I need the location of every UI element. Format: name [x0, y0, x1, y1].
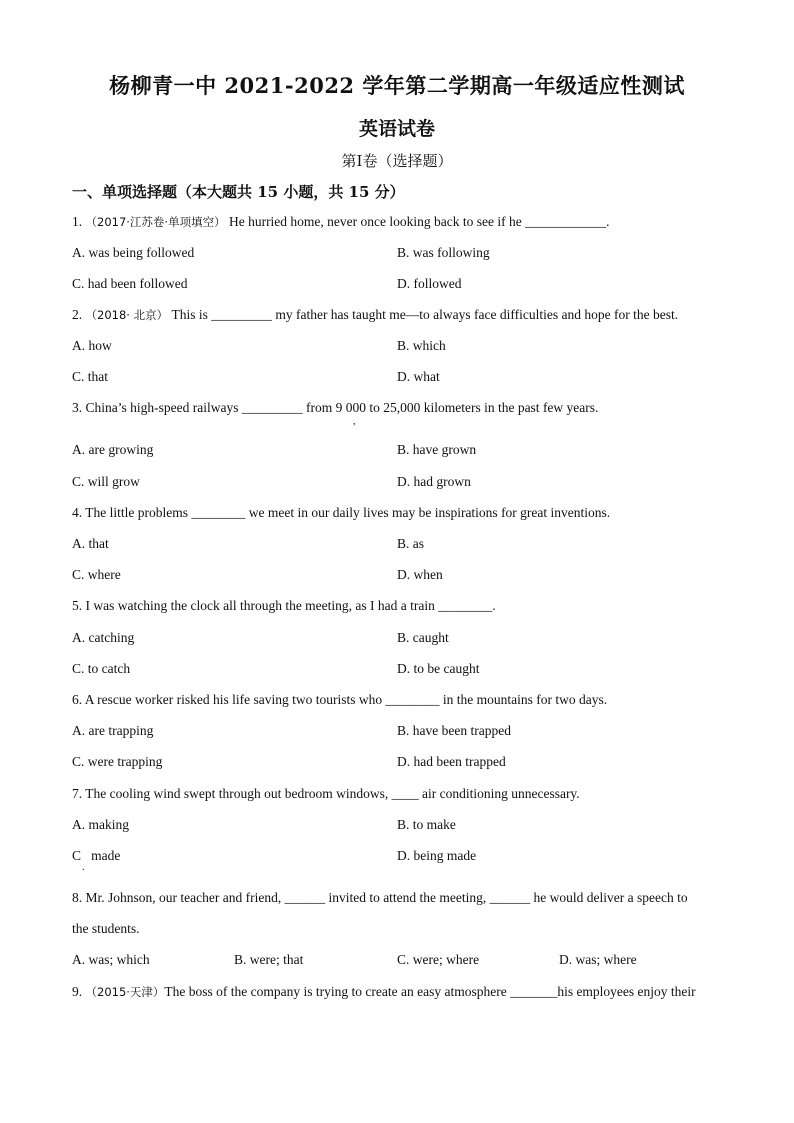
question-8-continued: the students. [72, 921, 140, 936]
option-d: D. had grown [397, 474, 471, 489]
question-number: 9. [72, 984, 83, 999]
option-d: D. to be caught [397, 661, 480, 676]
option-b: B. have grown [397, 442, 477, 457]
stray-mark: , [353, 416, 356, 427]
question-7 [72, 786, 580, 802]
option-a: A. that [72, 536, 109, 551]
question-2 [72, 307, 678, 323]
option-b: B. have been trapped [397, 723, 511, 738]
option-b: B. were; that [234, 952, 304, 967]
stray-mark: . [82, 862, 85, 873]
option-c: C. where [72, 567, 121, 582]
option-c: C. were trapping [72, 754, 163, 769]
question-number: 3. [72, 400, 83, 415]
subject-title: 英语试卷 [358, 118, 435, 140]
option-a: A. how [72, 338, 112, 353]
question-number: 2. [72, 307, 83, 322]
option-a: A. are growing [72, 442, 154, 457]
question-text: The cooling wind swept through out bedroom windows, ____ air conditioning unnecessary. [85, 786, 580, 801]
question-1 [72, 214, 609, 230]
question-text: I was watching the clock all through the meeting, as I had a train ________. [85, 598, 496, 613]
option-c: C. were; where [397, 952, 480, 967]
question-9 [72, 984, 696, 1000]
option-c: C. that [72, 369, 108, 384]
option-d: D. was; where [559, 952, 637, 967]
question-text: This is _________ my father has taught me—to always face difficulties and hope for the best. [171, 307, 679, 322]
option-b: B. as [397, 536, 424, 551]
exam-title: 杨柳青一中 2021-2022 学年第二学期高一年级适应性测试 [109, 73, 685, 98]
volume-title: 第Ⅰ卷（选择题） [341, 152, 453, 170]
question-number: 8. [72, 890, 83, 905]
option-b: B. which [397, 338, 446, 353]
question-source: （2018· 北京） [85, 308, 169, 322]
option-d: D. what [397, 369, 440, 384]
question-source: （2017·江苏卷·单项填空） [85, 215, 226, 229]
question-text: The boss of the company is trying to create an easy atmosphere _______his employees enjoy their [164, 984, 696, 999]
option-b: B. to make [397, 817, 456, 832]
question-3 [72, 400, 598, 416]
question-text: China’s high-speed railways _________ from 9 000 to 25,000 kilometers in the past few years. [85, 400, 599, 415]
option-a: A. making [72, 817, 129, 832]
option-d: D. followed [397, 276, 462, 291]
question-number: 4. [72, 505, 83, 520]
question-number: 5. [72, 598, 83, 613]
option-c: C. had been followed [72, 276, 188, 291]
option-d: D. had been trapped [397, 754, 506, 769]
question-text: Mr. Johnson, our teacher and friend, ______ invited to attend the meeting, ______ he would deliver a speech to [85, 890, 688, 905]
question-6 [72, 692, 607, 708]
question-8 [72, 890, 688, 906]
option-c: C. to catch [72, 661, 131, 676]
question-source: （2015·天津） [85, 985, 165, 999]
option-d: D. being made [397, 848, 477, 863]
question-number: 7. [72, 786, 83, 801]
question-5 [72, 598, 496, 614]
option-a: A. was being followed [72, 245, 195, 260]
question-text: A rescue worker risked his life saving two tourists who ________ in the mountains for two days. [84, 692, 608, 707]
option-b: B. caught [397, 630, 449, 645]
question-text: He hurried home, never once looking back to see if he ____________. [228, 214, 610, 229]
option-c: C. will grow [72, 474, 140, 489]
question-number: 6. [72, 692, 83, 707]
option-c: C made [72, 848, 121, 863]
question-number: 1. [72, 214, 83, 229]
question-4 [72, 505, 610, 521]
option-a: A. catching [72, 630, 135, 645]
option-d: D. when [397, 567, 443, 582]
option-a: A. was; which [72, 952, 150, 967]
section-heading: 一、单项选择题（本大题共 15 小题，共 15 分） [72, 183, 405, 201]
question-text: The little problems ________ we meet in our daily lives may be inspirations for great inventions. [85, 505, 611, 520]
option-b: B. was following [397, 245, 490, 260]
option-a: A. are trapping [72, 723, 154, 738]
